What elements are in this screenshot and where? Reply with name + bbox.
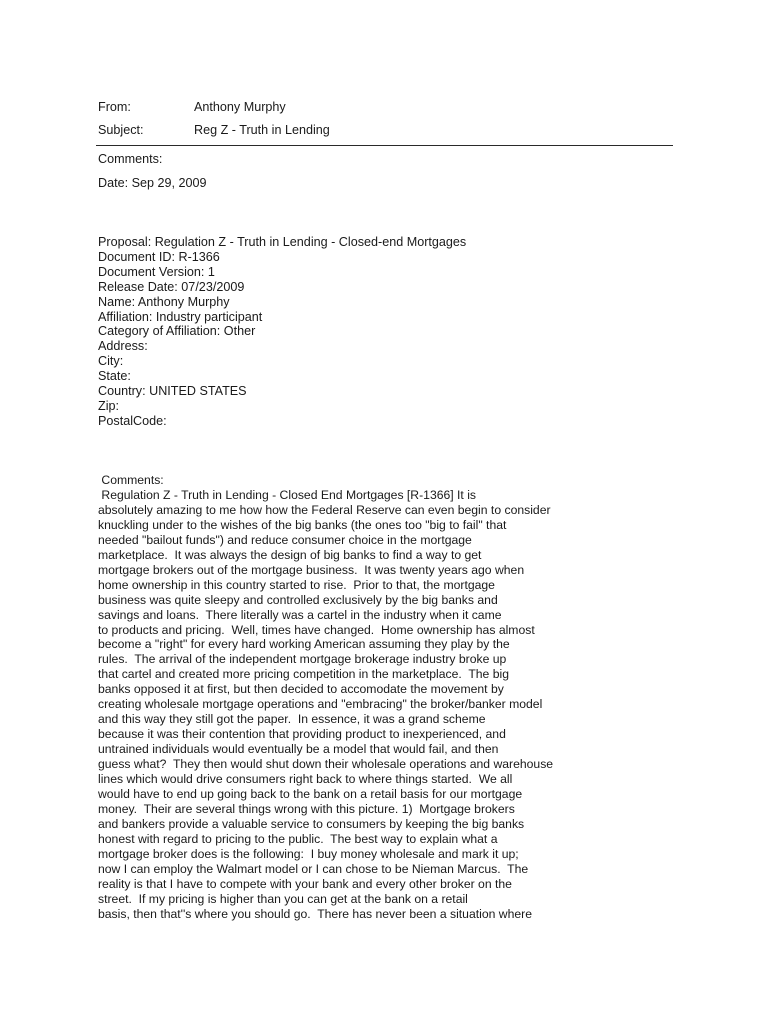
meta-address: Address: [98,339,148,354]
from-label: From: [98,100,131,114]
from-value: Anthony Murphy [194,100,286,114]
subject-label: Subject: [98,123,144,137]
body-line: needed "bailout funds") and reduce consumer choice in the mortgage [98,532,472,547]
body-line: Regulation Z - Truth in Lending - Closed End Mortgages [R-1366] It is [98,487,477,502]
body-line: now I can employ the Walmart model or I can chose to be Nieman Marcus. The [98,861,529,876]
body-line: lines which would drive consumers right back to where things started. We all [98,772,513,787]
comment-body [98,473,578,922]
body-line: reality is that I have to compete with your bank and every other broker on the [98,876,512,891]
body-line: that cartel and created more pricing competition in the marketplace. The big [98,667,509,682]
submission-metadata [98,235,466,429]
meta-document-id: Document ID: R-1366 [98,249,220,264]
date-line: Date: Sep 29, 2009 [98,176,207,190]
body-line: guess what? They then would shut down their wholesale operations and warehouse [98,757,554,772]
meta-affiliation: Affiliation: Industry participant [98,309,263,324]
meta-state: State: [98,369,131,384]
body-line: mortgage broker does is the following: I buy money wholesale and mark it up; [98,846,519,861]
body-line: savings and loans. There literally was a cartel in the industry when it came [98,607,502,622]
body-line: creating wholesale mortgage operations and "embracing" the broker/banker model [98,697,543,712]
body-line: money. Their are several things wrong with this picture. 1) Mortgage brokers [98,801,515,816]
meta-document-version: Document Version: 1 [98,264,215,279]
body-line: street. If my pricing is higher than you can get at the bank on a retail [98,891,468,906]
body-line: rules. The arrival of the independent mortgage brokerage industry broke up [98,652,507,667]
body-line: Comments: [98,473,164,487]
meta-country: Country: UNITED STATES [98,384,247,399]
subject-value: Reg Z - Truth in Lending [194,123,330,137]
from-row [98,100,286,115]
body-line: to products and pricing. Well, times have changed. Home ownership has almost [98,622,535,637]
body-line: become a "right" for every hard working American assuming they play by the [98,637,510,652]
meta-proposal: Proposal: Regulation Z - Truth in Lending - Closed-end Mortgages [98,235,467,249]
body-line: and bankers provide a valuable service to consumers by keeping the big banks [98,816,525,831]
body-line: marketplace. It was always the design of big banks to find a way to get [98,547,482,562]
body-line: business was quite sleepy and controlled exclusively by the big banks and [98,592,498,607]
body-line: and this way they still got the paper. In essence, it was a grand scheme [98,712,486,727]
body-line: knuckling under to the wishes of the big banks (the ones too "big to fail" that [98,517,507,532]
body-line: home ownership in this country started to rise. Prior to that, the mortgage [98,577,495,592]
subject-row [98,123,330,138]
body-line: banks opposed it at first, but then decided to accomodate the movement by [98,682,504,697]
meta-zip: Zip: [98,398,119,413]
meta-postal-code: PostalCode: [98,413,167,428]
meta-release-date: Release Date: 07/23/2009 [98,279,245,294]
body-line: honest with regard to pricing to the public. The best way to explain what a [98,831,498,846]
body-line: mortgage brokers out of the mortgage business. It was twenty years ago when [98,562,525,577]
header-divider [96,145,673,146]
body-line: basis, then that''s where you should go. There has never been a situation where [98,906,532,921]
body-line: absolutely amazing to me how how the Federal Reserve can even begin to consider [98,502,551,517]
body-line: because it was their contention that providing product to inexperienced, and [98,727,506,742]
meta-category-of-affiliation: Category of Affiliation: Other [98,324,256,339]
body-line: untrained individuals would eventually be a model that would fail, and then [98,742,499,757]
meta-city: City: [98,354,124,369]
meta-name: Name: Anthony Murphy [98,294,230,309]
body-line: would have to end up going back to the bank on a retail basis for our mortgage [98,787,523,802]
comments-label: Comments: [98,152,163,166]
